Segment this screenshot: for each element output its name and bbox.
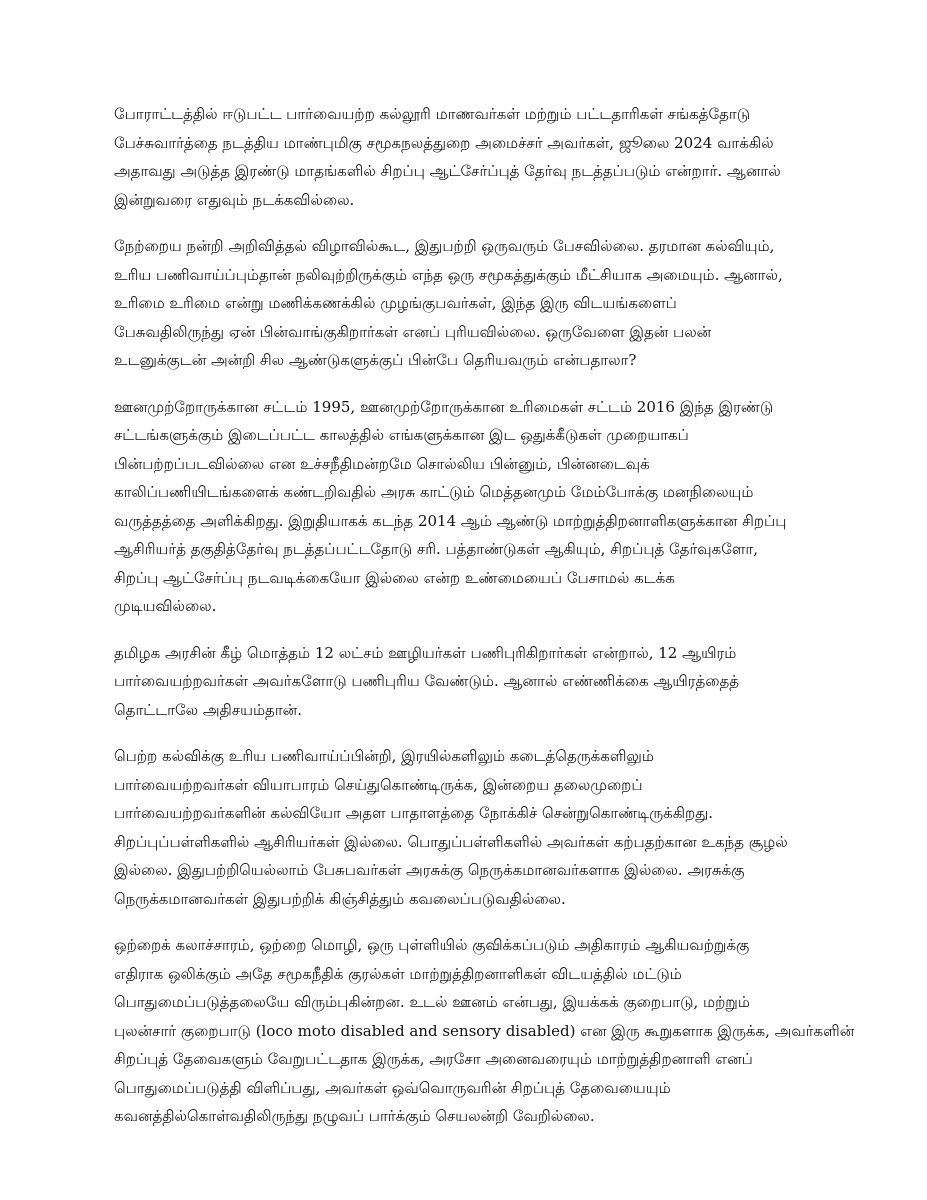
document-body bbox=[114, 100, 855, 1131]
text-line: நெருக்கமானவர்கள் இதுபற்றிக் கிஞ்சித்தும் கவலைப்படுவதில்லை. bbox=[114, 889, 566, 908]
text-line: பொதுமைப்படுத்தி விளிப்பது, அவர்கள் ஒவ்வொருவரின் சிறப்புத் தேவையையும் bbox=[114, 1078, 671, 1097]
text-line: பெற்ற கல்விக்கு உரிய பணிவாய்ப்பின்றி, இரயில்களிலும் கடைத்தெருக்களிலும் bbox=[114, 747, 654, 765]
text-line: அதாவது அடுத்த இரண்டு மாதங்களில் சிறப்பு ஆட்சேர்ப்புத் தேர்வு நடத்தப்படும் என்றார். ஆனால் bbox=[114, 162, 781, 180]
text-line: சிறப்பு ஆட்சேர்ப்பு நடவடிக்கையோ இல்லை என்ற உண்மையைப் பேசாமல் கடக்க bbox=[114, 568, 675, 587]
text-line: பேசுவதிலிருந்து ஏன் பின்வாங்குகிறார்கள் எனப் புரியவில்லை. ஒருவேளை இதன் பலன் bbox=[114, 322, 712, 341]
paragraph-2 bbox=[114, 232, 823, 375]
text-line: நேற்றைய நன்றி அறிவித்தல் விழாவில்கூட, இதுபற்றி ஒருவரும் பேசவில்லை. தரமான கல்வியும், bbox=[114, 237, 775, 255]
text-line: தமிழக அரசின் கீழ் மொத்தம் 12 லட்சம் ஊழியர்கள் பணிபுரிகிறார்கள் என்றால், 12 ஆயிரம் bbox=[114, 643, 737, 662]
text-line: வருத்தத்தை அளிக்கிறது. இறுதியாகக் கடந்த 2014 ஆம் ஆண்டு மாற்றுத்திறனாளிகளுக்கான சிறப்பு bbox=[114, 511, 787, 530]
text-line: இன்றுவரை எதுவும் நடக்கவில்லை. bbox=[114, 190, 355, 209]
text-line: முடியவில்லை. bbox=[114, 597, 217, 615]
text-line: சிறப்புத் தேவைகளும் வேறுபட்டதாக இருக்க, அரசோ அனைவரையும் மாற்றுத்திறனாளி எனப் bbox=[114, 1050, 753, 1068]
text-line: போராட்டத்தில் ஈடுபட்ட பார்வையற்ற கல்லூரி மாணவர்கள் மற்றும் பட்டதாரிகள் சங்கத்தோடு bbox=[114, 105, 751, 123]
text-line: உரிய பணிவாய்ப்பும்தான் நலிவுற்றிருக்கும் எந்த ஒரு சமூகத்துக்கும் மீட்சியாக அமையும். ஆனால், bbox=[114, 265, 783, 284]
text-line: சிறப்புப்பள்ளிகளில் ஆசிரியர்கள் இல்லை. பொதுப்பள்ளிகளில் அவர்கள் கற்பதற்கான உகந்த சூழல் bbox=[114, 832, 788, 851]
text-line: உடனுக்குடன் அன்றி சில ஆண்டுகளுக்குப் பின்பே தெரியவரும் என்பதாலா? bbox=[114, 351, 637, 369]
text-line: உரிமை உரிமை என்று மணிக்கணக்கில் முழங்குபவர்கள், இந்த இரு விடயங்களைப் bbox=[114, 294, 677, 312]
text-line: எதிராக ஒலிக்கும் அதே சமூகநீதிக் குரல்கள் மாற்றுத்திறனாளிகள் விடயத்தில் மட்டும் bbox=[114, 964, 682, 983]
paragraph-3 bbox=[114, 393, 823, 621]
text-line: ஒற்றைக் கலாச்சாரம், ஒற்றை மொழி, ஒரு புள்ளியில் குவிக்கப்படும் அதிகாரம் ஆகியவற்றுக்கு bbox=[114, 936, 750, 954]
text-line: தொட்டாலே அதிசயம்தான். bbox=[114, 700, 302, 719]
paragraph-1 bbox=[114, 100, 823, 214]
paragraph-6 bbox=[114, 931, 855, 1131]
text-line: காலிப்பணியிடங்களைக் கண்டறிவதில் அரசு காட்டும் மெத்தனமும் மேம்போக்கு மனநிலையும் bbox=[114, 483, 754, 501]
text-line: இல்லை. இதுபற்றியெல்லாம் பேசுபவர்கள் அரசுக்கு நெருக்கமானவர்களாக இல்லை. அரசுக்கு bbox=[114, 861, 745, 879]
text-line: பொதுமைப்படுத்தலையே விரும்புகின்றன. உடல் ஊனம் என்பது, இயக்கக் குறைபாடு, மற்றும் bbox=[114, 993, 750, 1011]
paragraph-5 bbox=[114, 742, 823, 913]
text-line: பேச்சுவார்த்தை நடத்திய மாண்புமிகு சமூகநலத்துறை அமைச்சர் அவர்கள், ஜூலை 2024 வாக்கில் bbox=[114, 133, 774, 152]
text-line: பார்வையற்றவர்கள் வியாபாரம் செய்துகொண்டிருக்க, இன்றைய தலைமுறைப் bbox=[114, 775, 643, 794]
text-line: பார்வையற்றவர்களின் கல்வியோ அதள பாதாளத்தை நோக்கிச் சென்றுகொண்டிருக்கிறது. bbox=[114, 804, 714, 822]
text-line: சட்டங்களுக்கும் இடைப்பட்ட காலத்தில் எங்களுக்கான இட ஒதுக்கீடுகள் முறையாகப் bbox=[114, 426, 689, 444]
text-line: ஆசிரியர்த் தகுதித்தேர்வு நடத்தப்பட்டதோடு சரி. பத்தாண்டுகள் ஆகியும், சிறப்புத் தேர்வுகளோ, bbox=[114, 540, 759, 558]
paragraph-4 bbox=[114, 639, 823, 725]
text-line: புலன்சார் குறைபாடு (loco moto disabled and sensory disabled) என இரு கூறுகளாக இருக்க, அவர்களின் bbox=[114, 1021, 855, 1040]
text-line: ஊனமுற்றோருக்கான சட்டம் 1995, ஊனமுற்றோருக்கான உரிமைகள் சட்டம் 2016 இந்த இரண்டு bbox=[114, 397, 774, 416]
text-line: கவனத்தில்கொள்வதிலிருந்து நழுவப் பார்க்கும் செயலன்றி வேறில்லை. bbox=[114, 1107, 595, 1125]
text-line: பின்பற்றப்படவில்லை என உச்சநீதிமன்றமே சொல்லிய பின்னும், பின்னடைவுக் bbox=[114, 454, 650, 473]
text-line: பார்வையற்றவர்கள் அவர்களோடு பணிபுரிய வேண்டும். ஆனால் எண்ணிக்கை ஆயிரத்தைத் bbox=[114, 672, 739, 690]
